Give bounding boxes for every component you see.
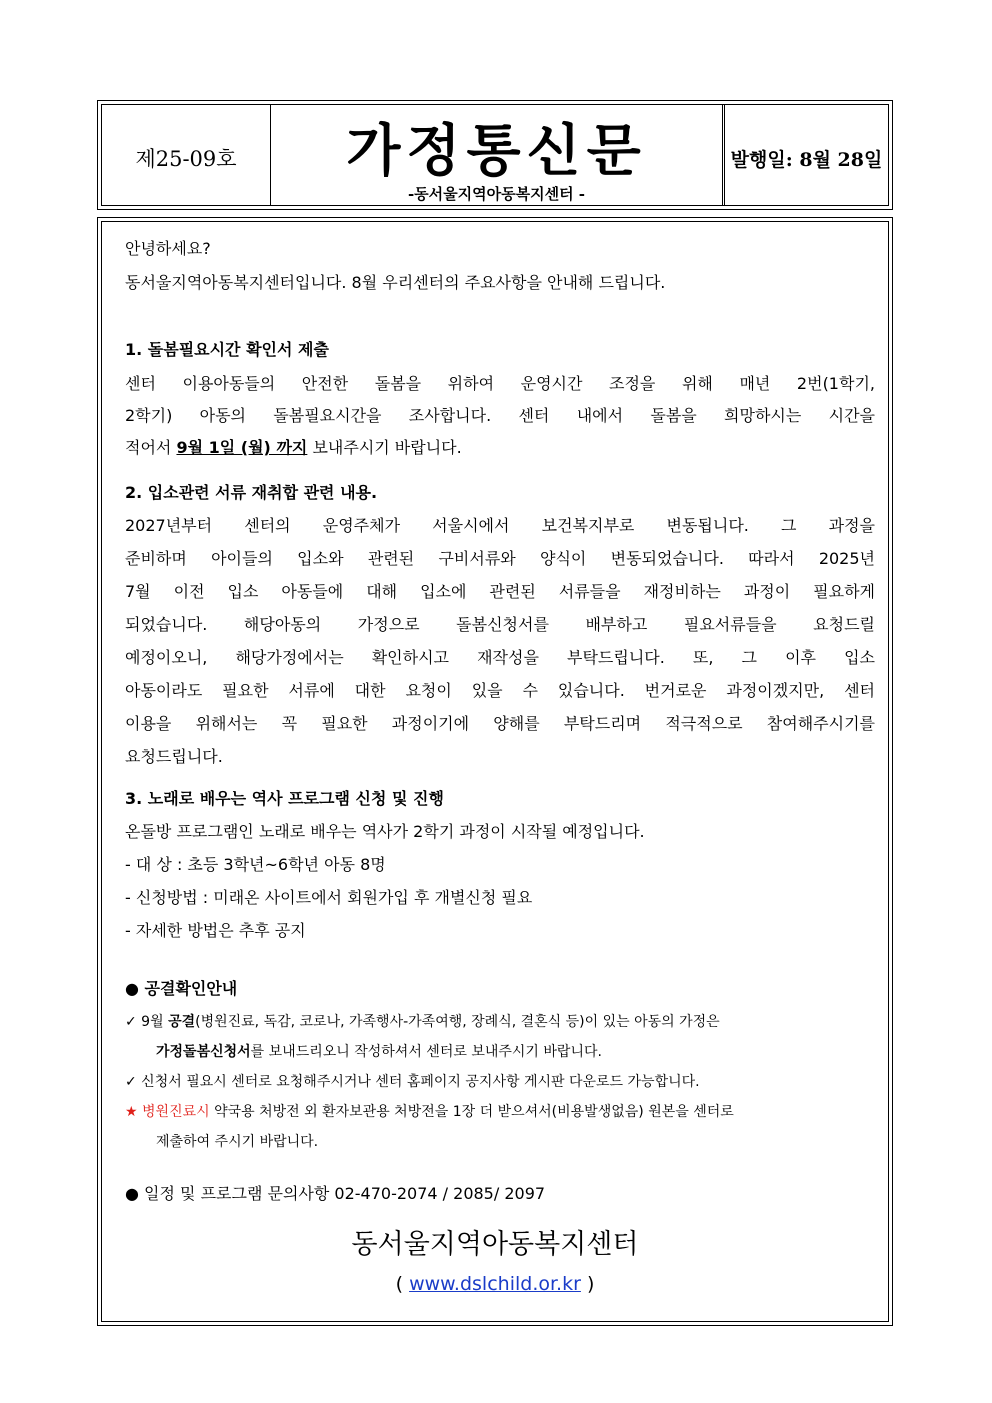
footer-url-line <box>97 1270 893 1299</box>
section2-line: 예정이오니, 해당가정에서는 확인하시고 재작성을 부탁드립니다. 또, 그 이후 입소 <box>125 648 875 667</box>
text: (병원진료, 독감, 코로나, 가족행사-가족여행, 장례식, 결혼식 등)이 있는 아동의 가정은 <box>195 1014 720 1030</box>
section2-heading: 2. 입소관련 서류 재취합 관련 내용. <box>125 483 378 502</box>
absence-check-1-cont <box>156 1041 906 1063</box>
section3-item: - 자세한 방법은 추후 공지 <box>125 921 306 940</box>
website-link[interactable]: www.dslchild.or.kr <box>409 1273 581 1295</box>
absence-note-cont: 제출하여 주시기 바랍니다. <box>156 1134 319 1150</box>
text: 약국용 처방전 외 환자보관용 처방전을 1장 더 받으셔서(비용발생없음) 원본을 센터로 <box>209 1104 734 1120</box>
section2-line: 아동이라도 필요한 서류에 대한 요청이 있을 수 있습니다. 번거로운 과정이겠지만, 센터 <box>125 681 875 700</box>
section3-item: - 대 상 : 초등 3학년~6학년 아동 8명 <box>125 855 386 874</box>
greeting: 안녕하세요? <box>125 239 211 258</box>
section2-line: 요청드립니다. <box>125 747 223 766</box>
section3-heading: 3. 노래로 배우는 역사 프로그램 신청 및 진행 <box>125 789 444 808</box>
publish-date: 발행일: 8월 28일 <box>730 149 883 171</box>
absence-note <box>125 1101 875 1123</box>
section2-line: 준비하며 아이들의 입소와 관련된 구비서류와 양식이 변동되었습니다. 따라서 2025년 <box>125 549 875 568</box>
absence-check-2: ✓ 신청서 필요시 센터로 요청해주시거나 센터 홈페이지 공지사항 게시판 다운로드 가능합니다. <box>125 1074 700 1090</box>
paren: ( <box>395 1273 410 1295</box>
section1-heading: 1. 돌봄필요시간 확인서 제출 <box>125 340 329 359</box>
text: ✓ 9월 <box>125 1014 169 1030</box>
paren: ) <box>580 1273 595 1295</box>
absence-check-1 <box>125 1011 875 1033</box>
section1-line: 2학기) 아동의 돌봄필요시간을 조사합니다. 센터 내에서 돌봄을 희망하시는 시간을 <box>125 406 875 425</box>
section3-item: - 신청방법 : 미래온 사이트에서 회원가입 후 개별신청 필요 <box>125 888 533 907</box>
issue-number: 제25-09호 <box>135 147 237 171</box>
page-subtitle: -동서울지역아동복지센터 - <box>407 185 586 203</box>
section3-line: 온돌방 프로그램인 노래로 배우는 역사가 2학기 과정이 시작될 예정입니다. <box>125 822 645 841</box>
text: 를 보내드리오니 작성하셔서 센터로 보내주시기 바랍니다. <box>250 1044 602 1060</box>
section2-line: 이용을 위해서는 꼭 필요한 과정이기에 양해를 부탁드리며 적극적으로 참여해주시기를 <box>125 714 875 733</box>
bold-text: 가정돌봄신청서 <box>156 1044 251 1060</box>
header-box <box>97 100 893 210</box>
page-title: 가정통신문 <box>346 118 647 184</box>
section1-line: 센터 이용아동들의 안전한 돌봄을 위하여 운영시간 조정을 위해 매년 2번(1학기, <box>125 374 875 393</box>
issue-cell <box>102 105 271 205</box>
contact-line: ● 일정 및 프로그램 문의사항 02-470-2074 / 2085/ 2097 <box>125 1184 546 1203</box>
section2-line: 되었습니다. 해당아동의 가정으로 돌봄신청서를 배부하고 필요서류들을 요청드릴 <box>125 615 875 634</box>
intro-line: 동서울지역아동복지센터입니다. 8월 우리센터의 주요사항을 안내해 드립니다. <box>125 273 666 292</box>
bold-text: 공결 <box>168 1014 196 1030</box>
text: 보내주시기 바랍니다. <box>307 438 462 457</box>
deadline: 9월 1일 (월) 까지 <box>176 438 308 457</box>
star-icon: ★ <box>125 1104 143 1120</box>
red-text: 병원진료시 <box>142 1104 210 1120</box>
section2-line: 7월 이전 입소 아동들에 대해 입소에 관련된 서류들을 재정비하는 과정이 필요하게 <box>125 582 875 601</box>
section2-line: 2027년부터 센터의 운영주체가 서울시에서 보건복지부로 변동됩니다. 그 과정을 <box>125 516 875 535</box>
title-cell <box>271 105 722 205</box>
footer-center-name: 동서울지역아동복지센터 <box>351 1229 639 1260</box>
pubdate-cell <box>722 105 888 205</box>
absence-heading: ● 공결확인안내 <box>125 979 238 998</box>
text: 적어서 <box>125 438 177 457</box>
section1-line <box>125 437 875 459</box>
